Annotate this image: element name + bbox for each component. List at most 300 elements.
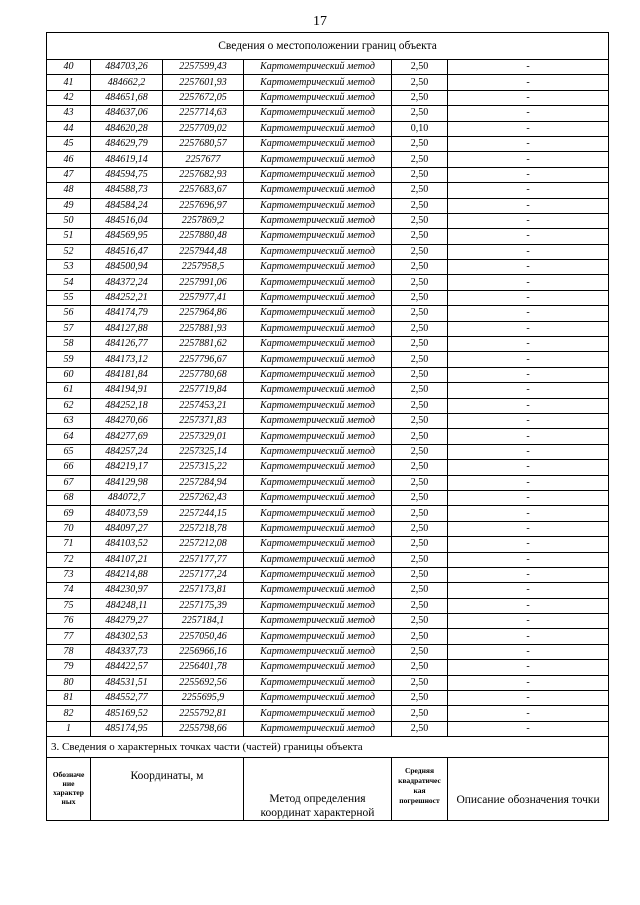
coord-x-cell: 484569,95 (91, 229, 163, 244)
table-row (47, 136, 609, 151)
method-cell: Картометрический метод (244, 152, 392, 167)
coord-y-cell: 2256401,78 (163, 660, 244, 675)
description-cell: - (448, 183, 609, 198)
accuracy-cell: 2,50 (392, 106, 448, 121)
table-row (47, 367, 609, 382)
table-row (47, 183, 609, 198)
table-caption: Сведения о местоположении границ объекта (47, 33, 609, 60)
coord-y-cell: 2257177,24 (163, 567, 244, 582)
description-cell: - (448, 152, 609, 167)
description-cell: - (448, 198, 609, 213)
description-cell: - (448, 321, 609, 336)
method-cell: Картометрический метод (244, 583, 392, 598)
coord-y-cell: 2257284,94 (163, 475, 244, 490)
coord-y-cell: 2257244,15 (163, 506, 244, 521)
table-row (47, 660, 609, 675)
coord-x-cell: 484422,57 (91, 660, 163, 675)
table-row (47, 506, 609, 521)
coord-x-cell: 484651,68 (91, 90, 163, 105)
accuracy-cell: 2,50 (392, 691, 448, 706)
point-number-cell: 77 (47, 629, 91, 644)
description-cell: - (448, 121, 609, 136)
point-number-cell: 53 (47, 260, 91, 275)
point-number-cell: 70 (47, 521, 91, 536)
coord-y-cell: 2255695,9 (163, 691, 244, 706)
table-row (47, 552, 609, 567)
table-row (47, 352, 609, 367)
section-3-header-row (47, 758, 609, 821)
description-cell: - (448, 490, 609, 505)
coord-y-cell: 2257175,39 (163, 598, 244, 613)
point-number-cell: 58 (47, 337, 91, 352)
description-cell: - (448, 675, 609, 690)
description-cell: - (448, 413, 609, 428)
accuracy-header: Средняя квадратичес кая погрешност (392, 758, 448, 821)
description-cell: - (448, 691, 609, 706)
method-cell: Картометрический метод (244, 106, 392, 121)
coord-x-cell: 484097,27 (91, 521, 163, 536)
coord-y-cell: 2257796,67 (163, 352, 244, 367)
accuracy-cell: 2,50 (392, 721, 448, 736)
method-cell: Картометрический метод (244, 413, 392, 428)
accuracy-cell: 2,50 (392, 321, 448, 336)
boundary-coordinates-table (46, 32, 609, 821)
coord-y-cell: 2257682,93 (163, 167, 244, 182)
accuracy-cell: 2,50 (392, 260, 448, 275)
accuracy-cell: 2,50 (392, 352, 448, 367)
table-row (47, 90, 609, 105)
point-number-cell: 54 (47, 275, 91, 290)
table-row (47, 260, 609, 275)
point-number-cell: 49 (47, 198, 91, 213)
description-cell: - (448, 583, 609, 598)
accuracy-cell: 2,50 (392, 413, 448, 428)
accuracy-cell: 0,10 (392, 121, 448, 136)
point-number-cell: 80 (47, 675, 91, 690)
table-row (47, 644, 609, 659)
coord-y-cell: 2257881,62 (163, 337, 244, 352)
method-cell: Картометрический метод (244, 75, 392, 90)
table-row (47, 398, 609, 413)
point-number-cell: 79 (47, 660, 91, 675)
coord-x-cell: 484302,53 (91, 629, 163, 644)
coord-x-cell: 484372,24 (91, 275, 163, 290)
table-row (47, 721, 609, 736)
coord-x-cell: 484531,51 (91, 675, 163, 690)
accuracy-cell: 2,50 (392, 198, 448, 213)
accuracy-cell: 2,50 (392, 136, 448, 151)
coord-x-cell: 484252,18 (91, 398, 163, 413)
point-number-cell: 60 (47, 367, 91, 382)
method-header: Метод определения координат характерной (244, 758, 392, 821)
accuracy-cell: 2,50 (392, 383, 448, 398)
accuracy-cell: 2,50 (392, 183, 448, 198)
coord-y-cell: 2257709,02 (163, 121, 244, 136)
accuracy-cell: 2,50 (392, 644, 448, 659)
description-cell: - (448, 644, 609, 659)
table-row (47, 321, 609, 336)
accuracy-cell: 2,50 (392, 337, 448, 352)
method-cell: Картометрический метод (244, 721, 392, 736)
accuracy-cell: 2,50 (392, 675, 448, 690)
method-cell: Картометрический метод (244, 598, 392, 613)
coord-y-cell: 2257184,1 (163, 614, 244, 629)
method-cell: Картометрический метод (244, 60, 392, 75)
coord-x-cell: 484173,12 (91, 352, 163, 367)
table-row (47, 521, 609, 536)
table-row (47, 537, 609, 552)
description-cell: - (448, 429, 609, 444)
table-row (47, 567, 609, 582)
accuracy-cell: 2,50 (392, 167, 448, 182)
point-number-cell: 45 (47, 136, 91, 151)
coord-y-cell: 2257218,78 (163, 521, 244, 536)
coord-y-cell: 2257869,2 (163, 213, 244, 228)
coord-y-cell: 2257599,43 (163, 60, 244, 75)
description-cell: - (448, 75, 609, 90)
coord-x-cell: 484500,94 (91, 260, 163, 275)
table-row (47, 490, 609, 505)
coord-x-cell: 484073,59 (91, 506, 163, 521)
description-cell: - (448, 290, 609, 305)
point-number-cell: 59 (47, 352, 91, 367)
coord-x-cell: 484072,7 (91, 490, 163, 505)
table-row (47, 106, 609, 121)
description-cell: - (448, 136, 609, 151)
coord-x-cell: 484619,14 (91, 152, 163, 167)
method-cell: Картометрический метод (244, 367, 392, 382)
description-cell: - (448, 106, 609, 121)
table-row (47, 675, 609, 690)
accuracy-cell: 2,50 (392, 506, 448, 521)
designation-header: Обозначе ние характер ных (47, 758, 91, 821)
coord-x-cell: 484588,73 (91, 183, 163, 198)
description-cell: - (448, 460, 609, 475)
coord-y-cell: 2257977,41 (163, 290, 244, 305)
description-cell: - (448, 552, 609, 567)
accuracy-cell: 2,50 (392, 521, 448, 536)
description-cell: - (448, 244, 609, 259)
coord-y-cell: 2255798,66 (163, 721, 244, 736)
accuracy-cell: 2,50 (392, 152, 448, 167)
table-row (47, 629, 609, 644)
table-row (47, 275, 609, 290)
coord-y-cell: 2257177,77 (163, 552, 244, 567)
table-row (47, 444, 609, 459)
point-number-cell: 42 (47, 90, 91, 105)
coord-y-cell: 2257964,86 (163, 306, 244, 321)
coord-y-cell: 2257371,83 (163, 413, 244, 428)
method-cell: Картометрический метод (244, 290, 392, 305)
coord-x-cell: 484620,28 (91, 121, 163, 136)
description-cell: - (448, 90, 609, 105)
coord-x-cell: 484552,77 (91, 691, 163, 706)
description-cell: - (448, 260, 609, 275)
coord-x-cell: 484107,21 (91, 552, 163, 567)
method-cell: Картометрический метод (244, 183, 392, 198)
description-cell: - (448, 229, 609, 244)
page-bottom-margin (0, 857, 640, 905)
coord-x-cell: 484214,88 (91, 567, 163, 582)
coord-x-cell: 484637,06 (91, 106, 163, 121)
point-number-cell: 41 (47, 75, 91, 90)
point-number-cell: 43 (47, 106, 91, 121)
method-cell: Картометрический метод (244, 691, 392, 706)
method-cell: Картометрический метод (244, 444, 392, 459)
coord-y-cell: 2257680,57 (163, 136, 244, 151)
coord-x-cell: 484662,2 (91, 75, 163, 90)
point-number-cell: 81 (47, 691, 91, 706)
coord-y-cell: 2255792,81 (163, 706, 244, 721)
coord-y-cell: 2257991,06 (163, 275, 244, 290)
coord-x-cell: 484257,24 (91, 444, 163, 459)
description-cell: - (448, 521, 609, 536)
description-cell: - (448, 444, 609, 459)
accuracy-cell: 2,50 (392, 398, 448, 413)
coord-x-cell: 484279,27 (91, 614, 163, 629)
accuracy-cell: 2,50 (392, 90, 448, 105)
coord-x-cell: 484248,11 (91, 598, 163, 613)
point-number-cell: 68 (47, 490, 91, 505)
coord-y-cell: 2257173,81 (163, 583, 244, 598)
table-row (47, 337, 609, 352)
coord-y-cell: 2257672,05 (163, 90, 244, 105)
method-cell: Картометрический метод (244, 136, 392, 151)
accuracy-cell: 2,50 (392, 660, 448, 675)
coord-x-cell: 484126,77 (91, 337, 163, 352)
method-cell: Картометрический метод (244, 552, 392, 567)
coord-x-cell: 484584,24 (91, 198, 163, 213)
method-cell: Картометрический метод (244, 198, 392, 213)
point-number-cell: 74 (47, 583, 91, 598)
coord-y-cell: 2257212,08 (163, 537, 244, 552)
method-cell: Картометрический метод (244, 567, 392, 582)
description-header: Описание обозначения точки (448, 758, 609, 821)
description-cell: - (448, 213, 609, 228)
point-number-cell: 76 (47, 614, 91, 629)
table-row (47, 75, 609, 90)
accuracy-cell: 2,50 (392, 583, 448, 598)
description-cell: - (448, 614, 609, 629)
accuracy-cell: 2,50 (392, 60, 448, 75)
description-cell: - (448, 398, 609, 413)
method-cell: Картометрический метод (244, 460, 392, 475)
description-cell: - (448, 167, 609, 182)
accuracy-cell: 2,50 (392, 444, 448, 459)
point-number-cell: 55 (47, 290, 91, 305)
method-cell: Картометрический метод (244, 213, 392, 228)
accuracy-cell: 2,50 (392, 537, 448, 552)
point-number-cell: 46 (47, 152, 91, 167)
coord-x-cell: 484594,75 (91, 167, 163, 182)
coord-x-cell: 484103,52 (91, 537, 163, 552)
method-cell: Картометрический метод (244, 244, 392, 259)
method-cell: Картометрический метод (244, 660, 392, 675)
accuracy-cell: 2,50 (392, 490, 448, 505)
method-cell: Картометрический метод (244, 706, 392, 721)
description-cell: - (448, 60, 609, 75)
accuracy-cell: 2,50 (392, 429, 448, 444)
coord-y-cell: 2257601,93 (163, 75, 244, 90)
method-cell: Картометрический метод (244, 352, 392, 367)
point-number-cell: 66 (47, 460, 91, 475)
description-cell: - (448, 475, 609, 490)
table-row (47, 460, 609, 475)
table-row (47, 598, 609, 613)
coord-x-cell: 484219,17 (91, 460, 163, 475)
accuracy-cell: 2,50 (392, 706, 448, 721)
point-number-cell: 52 (47, 244, 91, 259)
coord-y-cell: 2257944,48 (163, 244, 244, 259)
coord-x-cell: 484181,84 (91, 367, 163, 382)
table-row (47, 383, 609, 398)
point-number-cell: 48 (47, 183, 91, 198)
coord-y-cell: 2257958,5 (163, 260, 244, 275)
method-cell: Картометрический метод (244, 260, 392, 275)
method-cell: Картометрический метод (244, 229, 392, 244)
point-number-cell: 50 (47, 213, 91, 228)
accuracy-cell: 2,50 (392, 460, 448, 475)
table-row (47, 290, 609, 305)
table-row (47, 583, 609, 598)
method-cell: Картометрический метод (244, 490, 392, 505)
accuracy-cell: 2,50 (392, 75, 448, 90)
point-number-cell: 71 (47, 537, 91, 552)
accuracy-cell: 2,50 (392, 367, 448, 382)
method-cell: Картометрический метод (244, 121, 392, 136)
table-row (47, 152, 609, 167)
accuracy-cell: 2,50 (392, 567, 448, 582)
table-row (47, 429, 609, 444)
method-cell: Картометрический метод (244, 675, 392, 690)
point-number-cell: 62 (47, 398, 91, 413)
accuracy-cell: 2,50 (392, 290, 448, 305)
point-number-cell: 63 (47, 413, 91, 428)
method-cell: Картометрический метод (244, 275, 392, 290)
accuracy-cell: 2,50 (392, 598, 448, 613)
table-row (47, 167, 609, 182)
method-cell: Картометрический метод (244, 167, 392, 182)
method-cell: Картометрический метод (244, 521, 392, 536)
coord-y-cell: 2257325,14 (163, 444, 244, 459)
description-cell: - (448, 275, 609, 290)
point-number-cell: 47 (47, 167, 91, 182)
coord-x-cell: 484629,79 (91, 136, 163, 151)
table-row (47, 244, 609, 259)
method-cell: Картометрический метод (244, 629, 392, 644)
point-number-cell: 75 (47, 598, 91, 613)
description-cell: - (448, 706, 609, 721)
method-cell: Картометрический метод (244, 475, 392, 490)
table-row (47, 413, 609, 428)
table-row (47, 121, 609, 136)
coord-x-cell: 484337,73 (91, 644, 163, 659)
accuracy-cell: 2,50 (392, 213, 448, 228)
point-number-cell: 82 (47, 706, 91, 721)
coord-x-cell: 484703,26 (91, 60, 163, 75)
point-number-cell: 78 (47, 644, 91, 659)
page-number: 17 (313, 14, 327, 29)
method-cell: Картометрический метод (244, 506, 392, 521)
coord-x-cell: 485174,95 (91, 721, 163, 736)
coord-x-cell: 484174,79 (91, 306, 163, 321)
table-row (47, 306, 609, 321)
accuracy-cell: 2,50 (392, 306, 448, 321)
coord-y-cell: 2257881,93 (163, 321, 244, 336)
point-number-cell: 65 (47, 444, 91, 459)
coord-y-cell: 2257714,63 (163, 106, 244, 121)
table-row (47, 198, 609, 213)
table-row (47, 614, 609, 629)
point-number-cell: 44 (47, 121, 91, 136)
point-number-cell: 57 (47, 321, 91, 336)
method-cell: Картометрический метод (244, 614, 392, 629)
method-cell: Картометрический метод (244, 321, 392, 336)
table-row (47, 213, 609, 228)
coord-y-cell: 2257683,67 (163, 183, 244, 198)
coord-y-cell: 2257696,97 (163, 198, 244, 213)
description-cell: - (448, 383, 609, 398)
method-cell: Картометрический метод (244, 383, 392, 398)
accuracy-cell: 2,50 (392, 275, 448, 290)
coord-y-cell: 2257050,46 (163, 629, 244, 644)
coord-y-cell: 2257719,84 (163, 383, 244, 398)
coord-y-cell: 2257315,22 (163, 460, 244, 475)
point-number-cell: 40 (47, 60, 91, 75)
point-number-cell: 73 (47, 567, 91, 582)
coord-x-cell: 484194,91 (91, 383, 163, 398)
coord-x-cell: 485169,52 (91, 706, 163, 721)
accuracy-cell: 2,50 (392, 244, 448, 259)
method-cell: Картометрический метод (244, 306, 392, 321)
description-cell: - (448, 306, 609, 321)
coord-x-cell: 484252,21 (91, 290, 163, 305)
accuracy-cell: 2,50 (392, 614, 448, 629)
method-cell: Картометрический метод (244, 90, 392, 105)
table-row (47, 475, 609, 490)
coord-y-cell: 2257329,01 (163, 429, 244, 444)
coord-x-cell: 484129,98 (91, 475, 163, 490)
point-number-cell: 56 (47, 306, 91, 321)
description-cell: - (448, 598, 609, 613)
coord-y-cell: 2256966,16 (163, 644, 244, 659)
coord-x-cell: 484230,97 (91, 583, 163, 598)
coord-x-cell: 484270,66 (91, 413, 163, 428)
coord-y-cell: 2257780,68 (163, 367, 244, 382)
table-row (47, 229, 609, 244)
coord-y-cell: 2257677 (163, 152, 244, 167)
coord-x-cell: 484516,04 (91, 213, 163, 228)
coord-y-cell: 2257880,48 (163, 229, 244, 244)
accuracy-cell: 2,50 (392, 475, 448, 490)
coord-y-cell: 2255692,56 (163, 675, 244, 690)
method-cell: Картометрический метод (244, 537, 392, 552)
section-3-title: 3. Сведения о характерных точках части (частей) границы объекта (47, 737, 609, 758)
point-number-cell: 61 (47, 383, 91, 398)
coordinates-header: Координаты, м (91, 758, 244, 821)
description-cell: - (448, 629, 609, 644)
description-cell: - (448, 721, 609, 736)
description-cell: - (448, 367, 609, 382)
point-number-cell: 69 (47, 506, 91, 521)
point-number-cell: 67 (47, 475, 91, 490)
accuracy-cell: 2,50 (392, 552, 448, 567)
description-cell: - (448, 537, 609, 552)
point-number-cell: 51 (47, 229, 91, 244)
table-row (47, 60, 609, 75)
coord-y-cell: 2257453,21 (163, 398, 244, 413)
description-cell: - (448, 506, 609, 521)
